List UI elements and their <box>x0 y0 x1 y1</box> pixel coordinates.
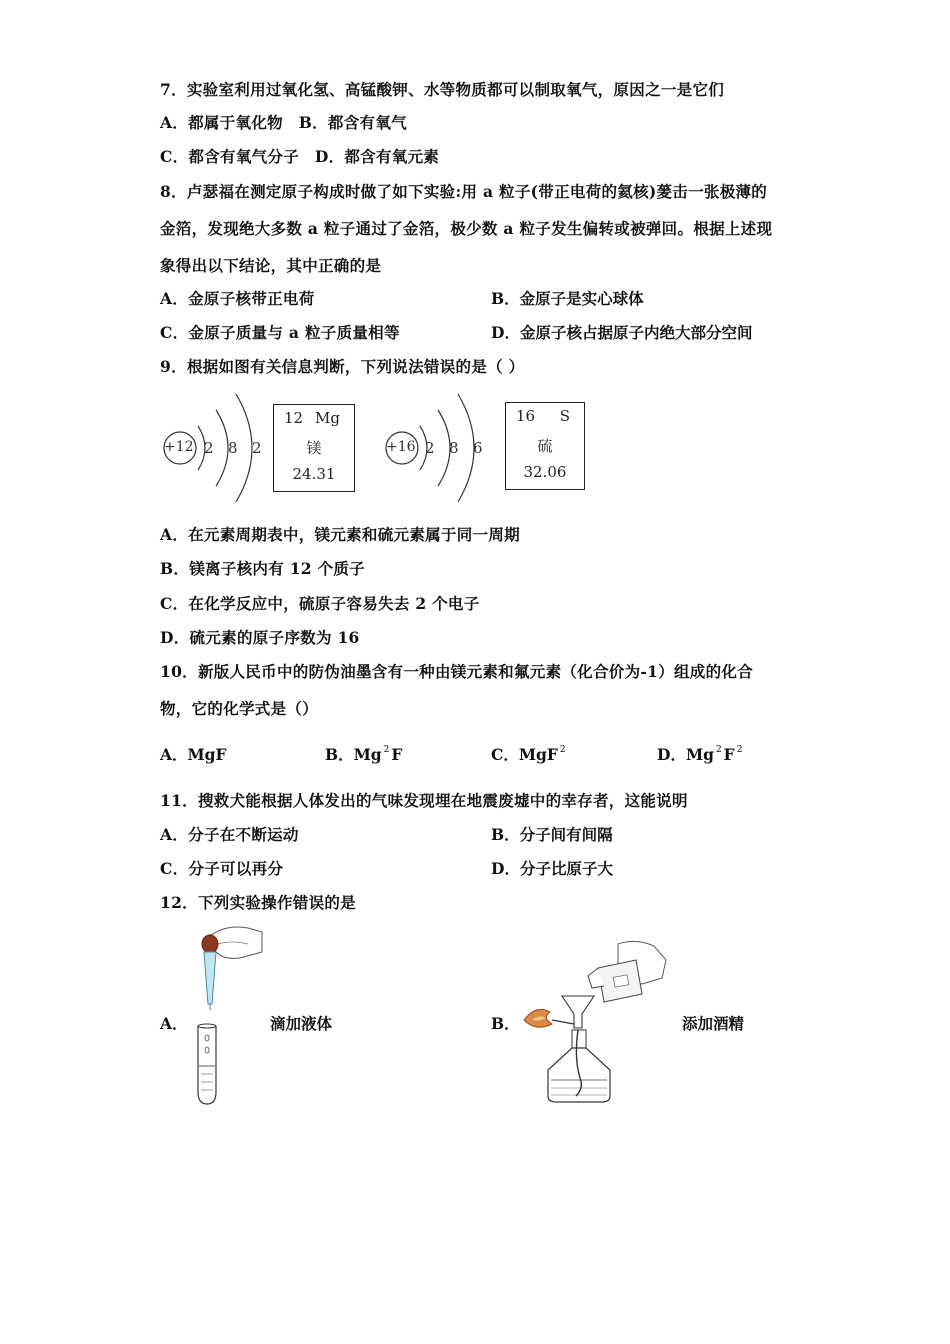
mg-shell-1: 2 <box>204 439 214 457</box>
q10-option-d-subscript-1: 2 <box>715 745 722 755</box>
q8-option-d: D．金原子核占据原子内绝大部分空间 <box>491 323 753 342</box>
q7-options-cd: C．都含有氧气分子 D．都含有氧元素 <box>160 147 440 166</box>
q10-option-d-mid: F <box>723 745 735 764</box>
q9-option-d: D．硫元素的原子序数为 16 <box>160 628 360 647</box>
s-atomic-mass: 32.06 <box>523 463 567 481</box>
mg-shell-3: 2 <box>252 439 262 457</box>
q10-option-b-tail: F <box>391 745 403 764</box>
q12-option-a-text: 滴加液体 <box>270 1014 333 1033</box>
mg-shell-2: 8 <box>228 439 238 457</box>
s-nucleus-charge: +16 <box>386 439 416 455</box>
q10-option-c-subscript: 2 <box>559 745 566 755</box>
q9-option-a: A．在元素周期表中，镁元素和硫元素属于同一周期 <box>160 525 520 544</box>
q10-option-d-subscript-2: 2 <box>736 745 743 755</box>
q10-option-a: A．MgF <box>160 745 227 764</box>
q10-stem-line1: 10．新版人民币中的防伪油墨含有一种由镁元素和氟元素（化合价为-1）组成的化合 <box>160 662 753 681</box>
q8-stem-line3: 象得出以下结论，其中正确的是 <box>160 256 382 275</box>
q9-option-c: C．在化学反应中，硫原子容易失去 2 个电子 <box>160 594 480 613</box>
q11-option-b: B．分子间有间隔 <box>491 825 613 844</box>
mg-element-card <box>273 404 355 492</box>
s-shell-3: 6 <box>473 439 483 457</box>
dropper-test-tube-illustration <box>188 922 268 1107</box>
q8-option-b: B．金原子是实心球体 <box>491 289 644 308</box>
mg-nucleus-charge: +12 <box>164 439 194 455</box>
s-atomic-number: 16 <box>516 407 536 425</box>
q10-option-b-subscript: 2 <box>383 745 390 755</box>
s-symbol: S <box>559 407 570 425</box>
q11-option-a: A．分子在不断运动 <box>160 825 299 844</box>
q8-option-c: C．金原子质量与 a 粒子质量相等 <box>160 323 400 342</box>
q10-stem-line2: 物，它的化学式是（） <box>160 699 319 718</box>
q10-option-c <box>491 743 568 765</box>
q10-option-c-base: C．MgF <box>491 745 558 764</box>
q11-option-d: D．分子比原子大 <box>491 859 613 878</box>
q8-stem-line2: 金箔，发现绝大多数 a 粒子通过了金箔，极少数 a 粒子发生偏转或被弹回。根据上述现 <box>160 219 773 238</box>
q10-option-b <box>325 743 402 765</box>
s-shell-1: 2 <box>425 439 435 457</box>
mg-atomic-mass: 24.31 <box>292 465 336 483</box>
q12-stem: 12．下列实验操作错误的是 <box>160 893 356 912</box>
s-shell-2: 8 <box>449 439 459 457</box>
q8-stem-line1: 8．卢瑟福在测定原子构成时做了如下实验:用 a 粒子(带正电荷的氦核)蓌击一张极薄的 <box>160 182 768 201</box>
q11-option-c: C．分子可以再分 <box>160 859 284 878</box>
alcohol-lamp-filling-illustration <box>518 938 668 1108</box>
q10-option-b-base: B．Mg <box>325 745 382 764</box>
q7-stem: 7．实验室利用过氧化氢、高锰酸钾、水等物质都可以制取氧气，原因之一是它们 <box>160 80 725 99</box>
mg-name: 镁 <box>306 439 322 457</box>
q9-option-b: B．镁离子核内有 12 个质子 <box>160 559 365 578</box>
q10-option-d <box>657 743 744 765</box>
s-element-card <box>505 402 585 490</box>
q8-option-a: A．金原子核带正电荷 <box>160 289 315 308</box>
q12-option-a-label: A． <box>160 1014 188 1033</box>
q9-stem: 9．根据如图有关信息判断，下列说法错误的是（ ） <box>160 357 525 376</box>
mg-atomic-number: 12 <box>284 409 304 427</box>
q10-option-d-base: D．Mg <box>657 745 714 764</box>
q12-option-b-text: 添加酒精 <box>682 1014 745 1033</box>
s-name: 硫 <box>537 437 553 455</box>
q11-stem: 11．搜救犬能根据人体发出的气味发现埋在地震废墟中的幸存者，这能说明 <box>160 791 688 810</box>
q7-options-ab: A．都属于氧化物 B．都含有氧气 <box>160 113 407 132</box>
q12-option-b-label: B． <box>491 1014 520 1033</box>
mg-symbol: Mg <box>315 409 340 427</box>
